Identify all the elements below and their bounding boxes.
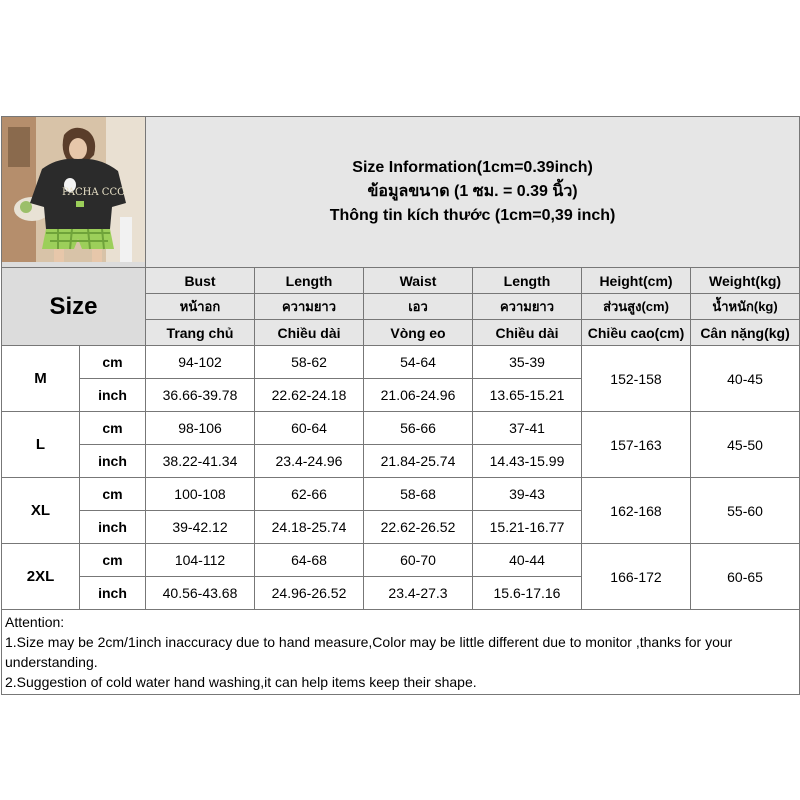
col-waist-en: Waist [364, 268, 473, 294]
col-waist-vi: Vòng eo [364, 320, 473, 346]
attention-line-2: 2.Suggestion of cold water hand washing,it can help items keep their shape. [5, 674, 477, 690]
height-range: 157-163 [582, 412, 691, 478]
length-inch: 24.18-25.74 [255, 511, 364, 544]
waist-cm: 58-68 [364, 478, 473, 511]
length2-inch: 14.43-15.99 [473, 445, 582, 478]
col-waist-th: เอว [364, 294, 473, 320]
bust-inch: 36.66-39.78 [146, 379, 255, 412]
unit-inch: inch [80, 577, 146, 610]
waist-inch: 22.62-26.52 [364, 511, 473, 544]
length-cm: 58-62 [255, 346, 364, 379]
length-cm: 64-68 [255, 544, 364, 577]
size-info-en: Size Information(1cm=0.39inch) [352, 159, 593, 176]
bust-inch: 40.56-43.68 [146, 577, 255, 610]
product-photo-image [2, 117, 146, 262]
length2-cm: 35-39 [473, 346, 582, 379]
bust-inch: 38.22-41.34 [146, 445, 255, 478]
attention-title: Attention: [5, 614, 65, 630]
waist-inch: 21.84-25.74 [364, 445, 473, 478]
table-row [2, 544, 800, 577]
size-chart [1, 116, 799, 690]
length-inch: 24.96-26.52 [255, 577, 364, 610]
col-length2-en: Length [473, 268, 582, 294]
bust-cm: 94-102 [146, 346, 255, 379]
length-inch: 23.4-24.96 [255, 445, 364, 478]
attention-note [2, 610, 800, 695]
table-row [2, 346, 800, 379]
size-m: M [2, 346, 80, 412]
length-cm: 62-66 [255, 478, 364, 511]
size-column-label: Size [2, 268, 146, 346]
col-bust-vi: Trang chủ [146, 320, 255, 346]
table-row [2, 412, 800, 445]
col-weight-vi: Cân nặng(kg) [691, 320, 800, 346]
col-weight-th: น้ำหนัก(kg) [691, 294, 800, 320]
size-table [1, 116, 800, 695]
col-height-th: ส่วนสูง(cm) [582, 294, 691, 320]
unit-cm: cm [80, 544, 146, 577]
attention-line-1: 1.Size may be 2cm/1inch inaccuracy due to hand measure,Color may be little different due to monitor ,thanks for your understanding. [5, 634, 733, 670]
length2-cm: 37-41 [473, 412, 582, 445]
height-range: 152-158 [582, 346, 691, 412]
waist-cm: 60-70 [364, 544, 473, 577]
length-inch: 22.62-24.18 [255, 379, 364, 412]
col-length-th: ความยาว [255, 294, 364, 320]
length2-cm: 39-43 [473, 478, 582, 511]
size-info-th: ข้อมูลขนาด (1 ซม. = 0.39 นิ้ว) [367, 183, 578, 200]
unit-cm: cm [80, 412, 146, 445]
col-height-en: Height(cm) [582, 268, 691, 294]
unit-inch: inch [80, 511, 146, 544]
bust-cm: 98-106 [146, 412, 255, 445]
col-length-en: Length [255, 268, 364, 294]
col-length-vi: Chiều dài [255, 320, 364, 346]
length-cm: 60-64 [255, 412, 364, 445]
attention-row [2, 610, 800, 695]
length2-inch: 15.6-17.16 [473, 577, 582, 610]
bust-cm: 100-108 [146, 478, 255, 511]
weight-range: 45-50 [691, 412, 800, 478]
bust-inch: 39-42.12 [146, 511, 255, 544]
size-info-header [146, 117, 800, 268]
col-length2-th: ความยาว [473, 294, 582, 320]
unit-inch: inch [80, 445, 146, 478]
col-bust-th: หน้าอก [146, 294, 255, 320]
length2-inch: 13.65-15.21 [473, 379, 582, 412]
size-l: L [2, 412, 80, 478]
col-height-vi: Chiều cao(cm) [582, 320, 691, 346]
waist-inch: 21.06-24.96 [364, 379, 473, 412]
bust-cm: 104-112 [146, 544, 255, 577]
size-info-vi: Thông tin kích thước (1cm=0,39 inch) [329, 207, 616, 224]
weight-range: 60-65 [691, 544, 800, 610]
height-range: 162-168 [582, 478, 691, 544]
table-row [2, 478, 800, 511]
unit-cm: cm [80, 346, 146, 379]
col-length2-vi: Chiều dài [473, 320, 582, 346]
waist-cm: 56-66 [364, 412, 473, 445]
col-bust-en: Bust [146, 268, 255, 294]
waist-inch: 23.4-27.3 [364, 577, 473, 610]
height-range: 166-172 [582, 544, 691, 610]
waist-cm: 54-64 [364, 346, 473, 379]
col-weight-en: Weight(kg) [691, 268, 800, 294]
unit-inch: inch [80, 379, 146, 412]
unit-cm: cm [80, 478, 146, 511]
weight-range: 55-60 [691, 478, 800, 544]
shirt-print: PACHA CCO [62, 187, 126, 198]
length2-inch: 15.21-16.77 [473, 511, 582, 544]
product-photo [2, 117, 146, 268]
header-row-en [2, 268, 800, 294]
size-xl: XL [2, 478, 80, 544]
length2-cm: 40-44 [473, 544, 582, 577]
weight-range: 40-45 [691, 346, 800, 412]
size-2xl: 2XL [2, 544, 80, 610]
